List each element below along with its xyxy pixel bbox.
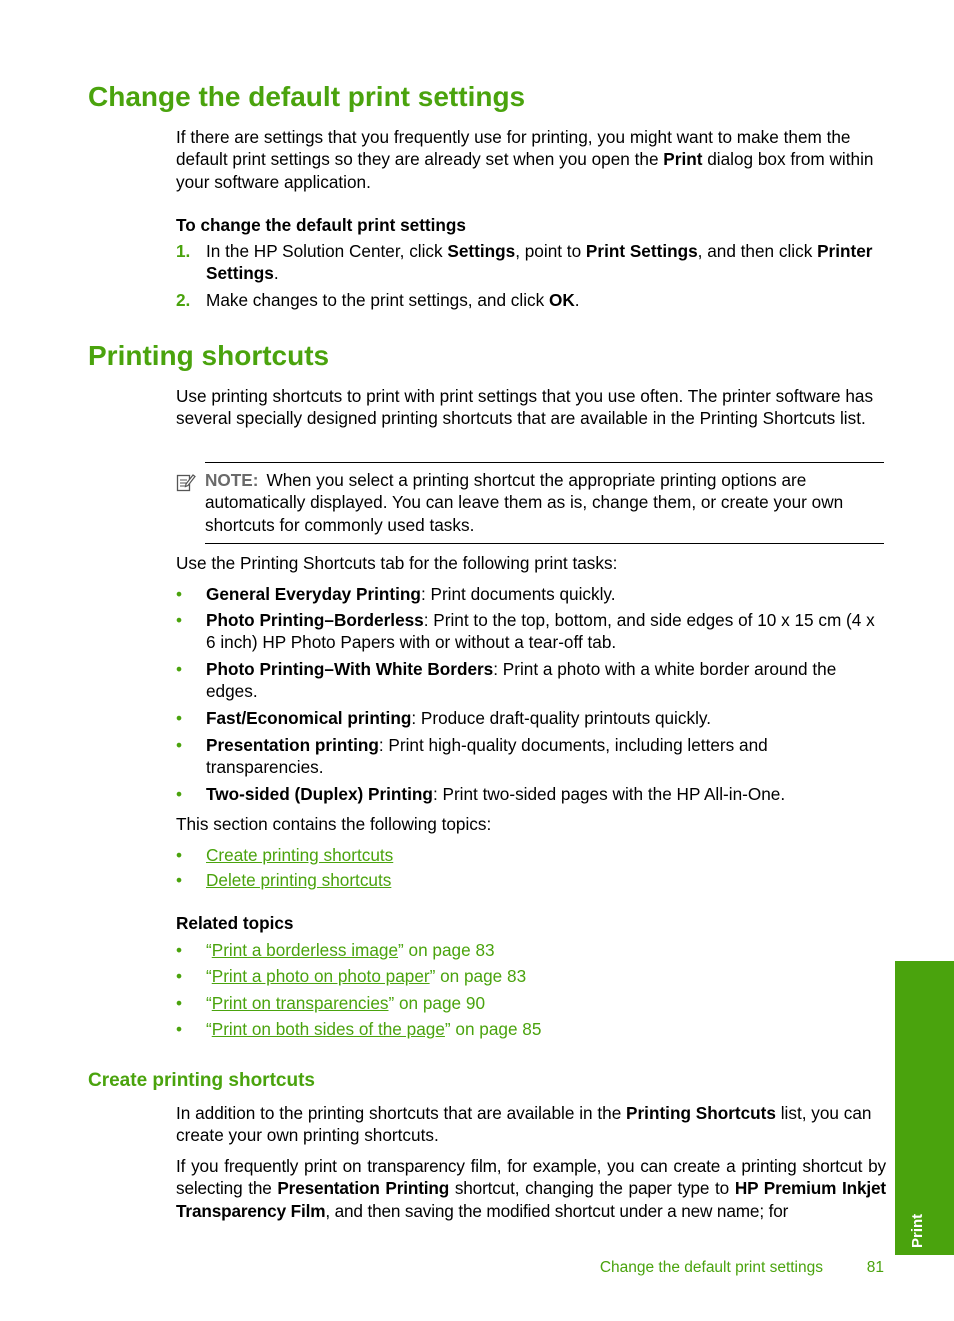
task-desc: : Print documents quickly. <box>420 584 616 604</box>
task-desc: : Print two-sided pages with the HP All-in-One. <box>432 784 786 804</box>
section-title-printing-shortcuts: Printing shortcuts <box>88 340 330 371</box>
on-page: ” on page <box>444 1019 523 1039</box>
chapter-side-tab-label: Print <box>909 1213 926 1248</box>
related-link[interactable]: Print a borderless image <box>211 940 399 960</box>
list-item <box>176 869 886 891</box>
list-item <box>176 965 886 987</box>
step-text: Make changes to the print settings, and click OK. <box>206 290 580 310</box>
page-ref: 83 <box>507 966 527 986</box>
step-number: 1. <box>176 241 191 261</box>
list-item <box>176 1018 886 1040</box>
topic-link-create[interactable]: Create printing shortcuts <box>206 845 394 865</box>
create-para-1: In addition to the printing shortcuts that are available in the Printing Shortcuts list, you can create your own printing shortcuts. <box>176 1103 872 1146</box>
tasks-intro: Use the Printing Shortcuts tab for the following print tasks: <box>176 553 618 573</box>
note-text <box>205 469 886 536</box>
quote-open: “ <box>206 940 212 960</box>
bullet-icon: • <box>176 610 183 630</box>
note-top-rule <box>205 462 884 463</box>
task-desc: : Print to the top, bottom, and side edges of 10 x 15 cm (4 x 6 inch) HP Photo Papers with or without a tear-off tab. <box>206 610 875 653</box>
task-desc: : Print high-quality documents, including letters and transparencies. <box>206 735 768 778</box>
step-text: In the HP Solution Center, click Settings, point to Print Settings, and then click Printer Settings. <box>206 241 873 284</box>
list-item <box>176 844 886 866</box>
bullet-icon: • <box>176 966 183 986</box>
procedure-heading: To change the default print settings <box>176 215 466 235</box>
task-name: General Everyday Printing <box>206 584 421 604</box>
footer-page-number: 81 <box>866 1259 884 1276</box>
page-ref: 83 <box>475 940 495 960</box>
list-item <box>176 939 886 961</box>
shortcuts-intro: Use printing shortcuts to print with print settings that you use often. The printer software has several specially designed printing shortcuts that are available in the Printing Shortcuts list. <box>176 386 874 429</box>
step-number: 2. <box>176 290 191 310</box>
on-page: ” on page <box>388 993 466 1013</box>
procedure-step <box>176 240 886 285</box>
list-item <box>176 992 886 1014</box>
list-item <box>176 783 886 805</box>
task-desc: : Produce draft-quality printouts quickly. <box>411 708 711 728</box>
topics-intro: This section contains the following topics: <box>176 814 492 834</box>
task-name: Fast/Economical printing <box>206 708 412 728</box>
default-settings-intro: If there are settings that you frequently use for printing, you might want to make them the default print settings so they are already set when you open the Print dialog box from within your software application. <box>176 127 874 192</box>
related-link[interactable]: Print on transparencies <box>211 993 389 1013</box>
bullet-icon: • <box>176 845 183 865</box>
topic-link-delete[interactable]: Delete printing shortcuts <box>206 870 392 890</box>
list-item <box>176 658 886 703</box>
page-ref: 90 <box>465 993 486 1013</box>
list-item <box>176 609 886 654</box>
bullet-icon: • <box>176 993 183 1013</box>
list-item <box>176 734 886 779</box>
related-link[interactable]: Print a photo on photo paper <box>211 966 430 986</box>
list-item <box>176 707 886 729</box>
quote-open: “ <box>206 966 212 986</box>
bullet-icon: • <box>176 940 183 960</box>
task-name: Photo Printing–Borderless <box>206 610 424 630</box>
note-label: NOTE: <box>205 470 259 490</box>
note-pencil-icon <box>176 472 196 492</box>
bullet-icon: • <box>176 584 183 604</box>
page-ref: 85 <box>522 1019 542 1039</box>
note-body: When you select a printing shortcut the appropriate printing options are automatically displayed. You can leave them as is, change them, or create your own shortcuts for commonly used tasks. <box>205 470 844 535</box>
task-name: Photo Printing–With White Borders <box>206 659 494 679</box>
bullet-icon: • <box>176 784 183 804</box>
task-desc: : Print a photo with a white border around the edges. <box>206 659 837 702</box>
bullet-icon: • <box>176 735 183 755</box>
related-topics-heading: Related topics <box>176 913 294 933</box>
section-title-default-settings: Change the default print settings <box>88 81 526 112</box>
task-name: Presentation printing <box>206 735 379 755</box>
chapter-side-tab <box>895 961 954 1255</box>
task-name: Two-sided (Duplex) Printing <box>206 784 433 804</box>
bullet-icon: • <box>176 708 183 728</box>
note-bottom-rule <box>205 543 884 544</box>
quote-open: “ <box>206 1019 212 1039</box>
section-title-create-shortcuts: Create printing shortcuts <box>88 1070 315 1091</box>
create-para-2: If you frequently print on transparency film, for example, you can create a printing shortcut by selecting the Presentation Printing shortcut, changing the paper type to HP Premium Inkjet Transparency Film, and then saving the modified shortcut under a new name; for <box>176 1156 886 1221</box>
procedure-step <box>176 289 886 311</box>
footer-title: Change the default print settings <box>599 1259 823 1276</box>
bullet-icon: • <box>176 1019 183 1039</box>
quote-open: “ <box>206 993 212 1013</box>
bullet-icon: • <box>176 659 183 679</box>
related-link[interactable]: Print on both sides of the page <box>211 1019 445 1039</box>
list-item <box>176 583 886 605</box>
bullet-icon: • <box>176 870 183 890</box>
on-page: ” on page <box>398 940 476 960</box>
on-page: ” on page <box>429 966 508 986</box>
